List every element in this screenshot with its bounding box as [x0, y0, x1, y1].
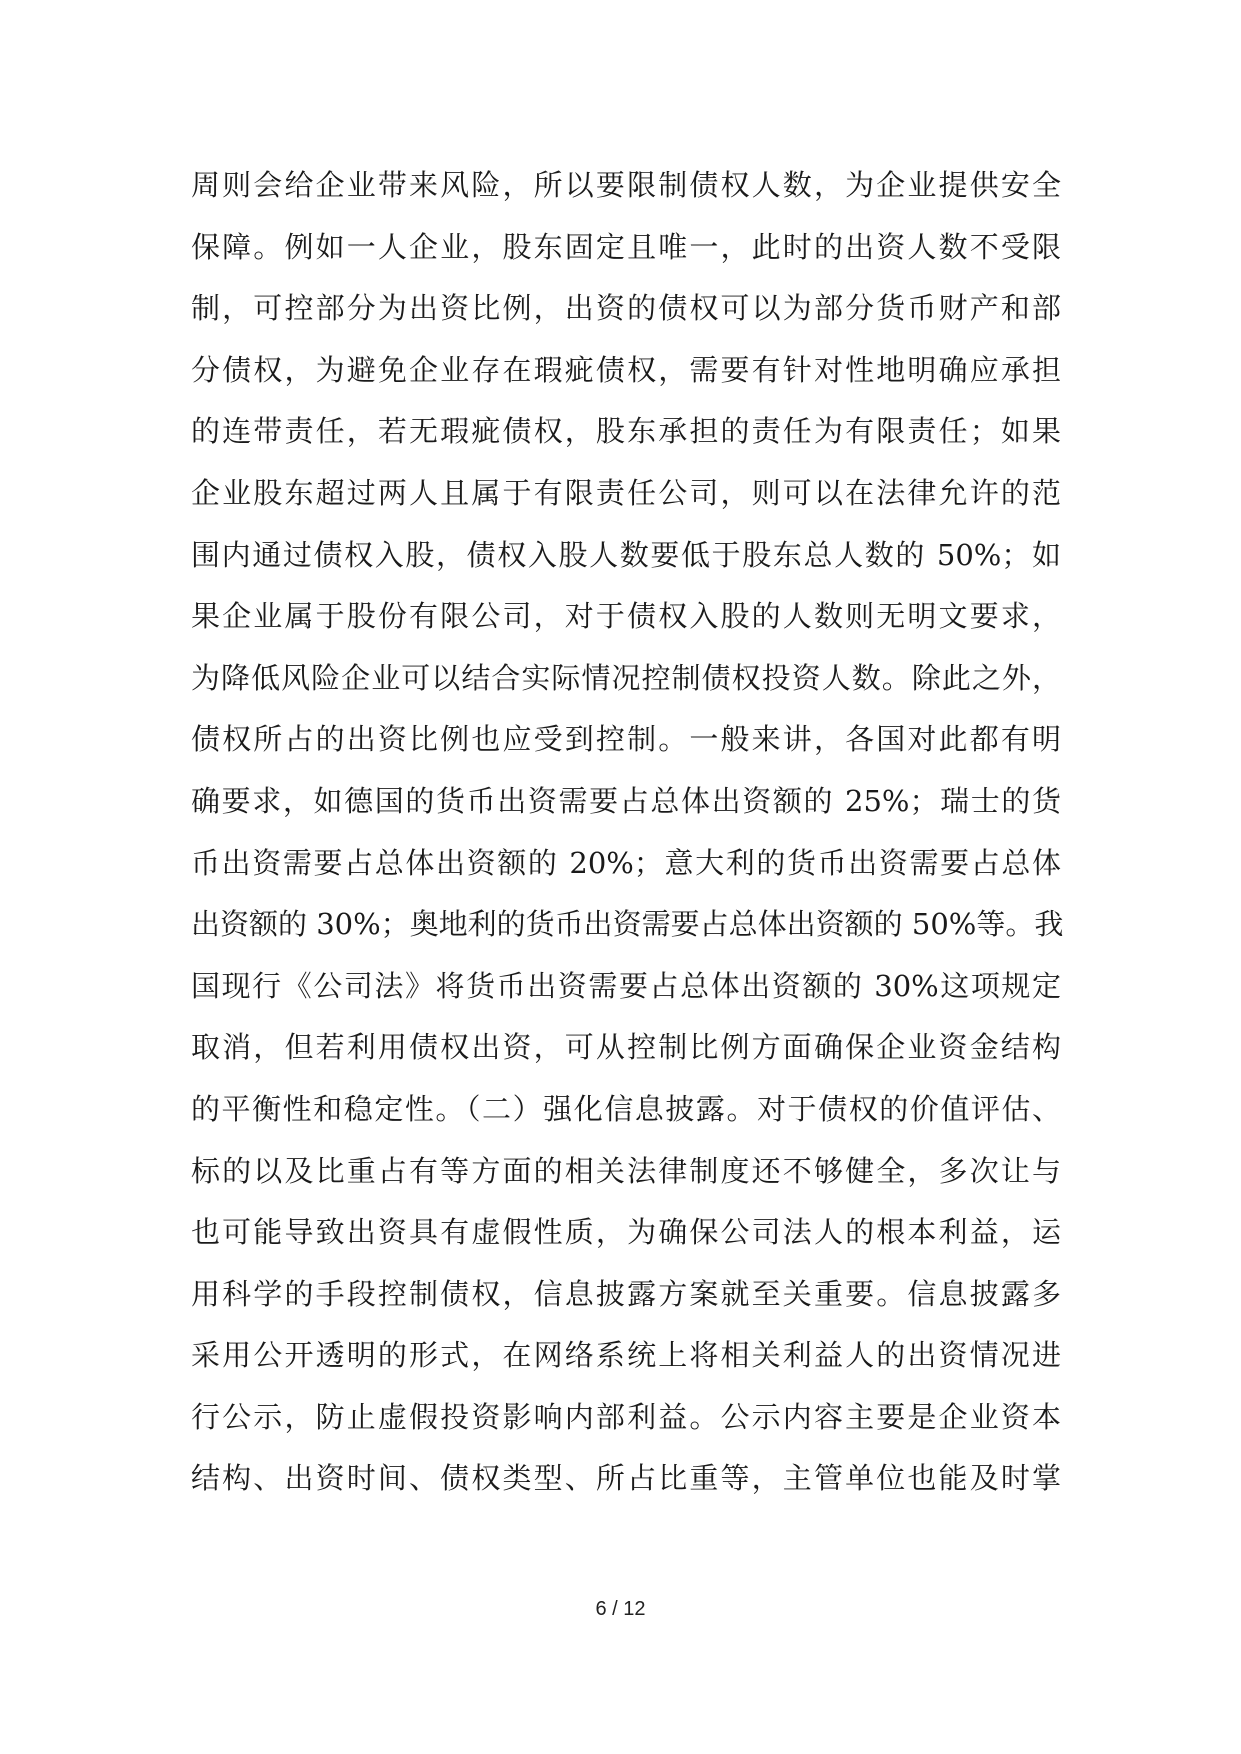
text-line-20: 采用公开透明的形式，在网络系统上将相关利益人的出资情况进 [191, 1338, 1061, 1373]
text-line-10: 债权所占的出资比例也应受到控制。一般来讲，各国对此都有明 [191, 722, 1061, 757]
text-line-13: 出资额的 30%；奥地利的货币出资需要占总体出资额的 50%等。我 [191, 907, 1064, 942]
text-line-4: 分债权，为避免企业存在瑕疵债权，需要有针对性地明确应承担 [191, 352, 1061, 387]
text-line-3: 制，可控部分为出资比例，出资的债权可以为部分货币财产和部 [191, 291, 1061, 326]
text-line-18: 也可能导致出资具有虚假性质，为确保公司法人的根本利益，运 [191, 1215, 1061, 1250]
text-line-17: 标的以及比重占有等方面的相关法律制度还不够健全，多次让与 [191, 1153, 1061, 1188]
text-line-15: 取消，但若利用债权出资，可从控制比例方面确保企业资金结构 [191, 1030, 1061, 1065]
text-line-19: 用科学的手段控制债权，信息披露方案就至关重要。信息披露多 [191, 1276, 1061, 1311]
text-line-16: 的平衡性和稳定性。（二）强化信息披露。对于债权的价值评估、 [191, 1091, 1061, 1126]
text-line-9: 为降低风险企业可以结合实际情况控制债权投资人数。除此之外， [191, 660, 1061, 695]
page-number: 6 / 12 [595, 1598, 646, 1620]
text-line-8: 果企业属于股份有限公司，对于债权入股的人数则无明文要求， [191, 599, 1061, 634]
body-text [191, 155, 1064, 1510]
text-line-12: 币出资需要占总体出资额的 20%；意大利的货币出资需要占总体 [191, 845, 1061, 880]
text-line-5: 的连带责任，若无瑕疵债权，股东承担的责任为有限责任；如果 [191, 414, 1061, 449]
text-line-21: 行公示，防止虚假投资影响内部利益。公示内容主要是企业资本 [191, 1399, 1061, 1434]
text-line-22: 结构、出资时间、债权类型、所占比重等，主管单位也能及时掌 [191, 1461, 1061, 1496]
text-line-2: 保障。例如一人企业，股东固定且唯一，此时的出资人数不受限 [191, 229, 1061, 264]
text-line-7: 围内通过债权入股，债权入股人数要低于股东总人数的 50%；如 [191, 537, 1061, 572]
text-line-1: 周则会给企业带来风险，所以要限制债权人数，为企业提供安全 [191, 168, 1061, 202]
text-line-14: 国现行《公司法》将货币出资需要占总体出资额的 30%这项规定 [191, 968, 1061, 1003]
text-line-6: 企业股东超过两人且属于有限责任公司，则可以在法律允许的范 [191, 475, 1061, 510]
text-line-11: 确要求，如德国的货币出资需要占总体出资额的 25%；瑞士的货 [191, 783, 1061, 818]
